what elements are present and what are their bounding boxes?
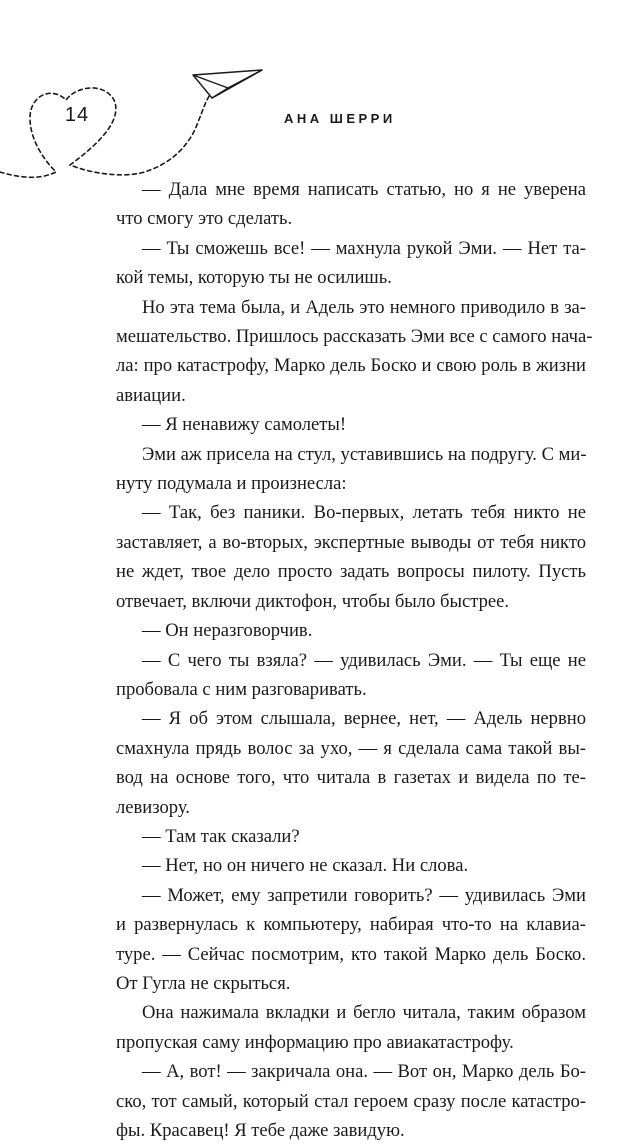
text-line: Она нажимала вкладки и бегло читала, таким образом <box>142 1002 586 1024</box>
text-line: левизору. <box>116 796 190 818</box>
text-line: мешательство. Пришлось рассказать Эми все с самого нача- <box>116 326 593 348</box>
text-line: От Гугла не скрыться. <box>116 972 291 994</box>
text-line: — Он неразговорчив. <box>142 620 313 642</box>
text-line: и развернулась к компьютеру, набирая что-то на клавиа- <box>116 914 586 936</box>
text-line: пробовала с ним разговаривать. <box>116 678 367 700</box>
text-line: что смогу это сделать. <box>116 208 293 230</box>
text-line: Эми аж присела на стул, уставившись на подругу. С ми- <box>142 443 587 465</box>
text-line: смахнула прядь волос за ухо, — я сделала сама такой вы- <box>116 737 586 759</box>
text-line: — Я об этом слышала, вернее, нет, — Адель нервно <box>142 708 586 730</box>
text-line: — Нет, но он ничего не сказал. Ни слова. <box>142 855 469 877</box>
text-line: фы. Красавец! Я тебе даже завидую. <box>116 1120 405 1141</box>
text-line: не ждет, твое дело просто задать вопросы пилоту. Пусть <box>116 561 586 583</box>
paper-plane-icon <box>193 70 262 98</box>
heart-dotted-trail-icon <box>0 88 214 177</box>
text-line: — Ты сможешь все! — махнула рукой Эми. — Нет та- <box>142 237 586 259</box>
text-line: заставляет, а во-вторых, экспертные выводы от тебя никто <box>116 531 586 553</box>
text-line: — Там так сказали? <box>142 825 300 847</box>
text-line: авиации. <box>116 384 186 406</box>
text-line: вод на основе того, что читала в газетах и видела по те- <box>116 767 586 789</box>
heart-plane-ornament <box>0 0 300 200</box>
text-line: нуту подумала и произнесла: <box>116 473 347 495</box>
page-number: 14 <box>64 104 90 126</box>
text-line: — Так, без паники. Во-первых, летать тебя никто не <box>142 502 586 524</box>
text-line: — Может, ему запретили говорить? — удивилась Эми <box>142 884 586 906</box>
text-line: — С чего ты взяла? — удивилась Эми. — Ты еще не <box>142 649 586 671</box>
text-line: отвечает, включи диктофон, чтобы было быстрее. <box>116 590 510 612</box>
text-line: Но эта тема была, и Адель это немного приводило в за- <box>142 296 586 318</box>
text-line: — А, вот! — закричала она. — Вот он, Марко дель Бо- <box>142 1061 586 1083</box>
text-line: кой темы, которую ты не осилишь. <box>116 267 392 289</box>
text-line: ла: про катастрофу, Марко дель Боско и свою роль в жизни <box>116 355 586 377</box>
text-line: — Я ненавижу самолеты! <box>142 414 347 436</box>
text-line: — Дала мне время написать статью, но я не уверена <box>142 179 586 200</box>
text-line: пропуская саму информацию про авиакатастрофу. <box>116 1031 514 1053</box>
text-line: туре. — Сейчас посмотрим, кто такой Марко дель Боско. <box>116 943 586 965</box>
text-line: ско, тот самый, который стал героем сразу после катастро- <box>116 1090 586 1112</box>
running-head: АНА ШЕРРИ <box>284 111 396 126</box>
